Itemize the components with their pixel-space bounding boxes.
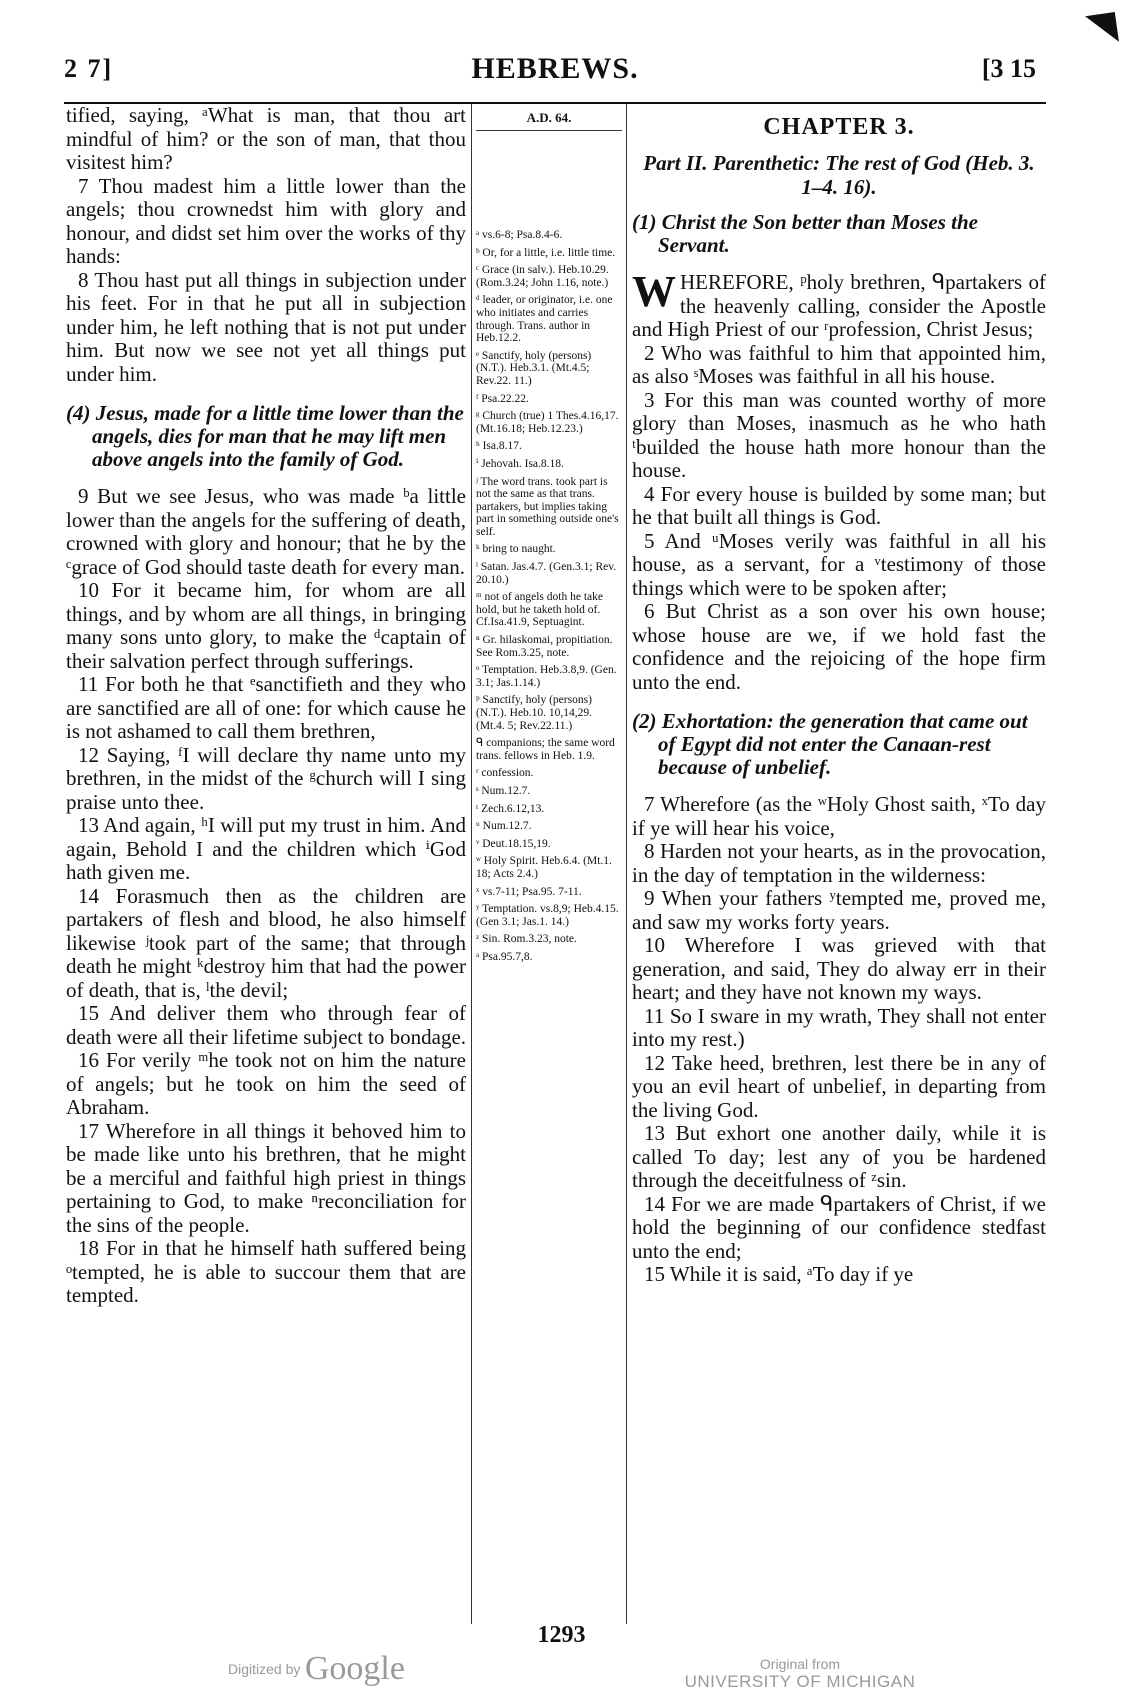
reference-note: ʸ Temptation. vs.8,9; Heb.4.15. (Gen 3.1; Jas.1. 14.) [476, 903, 619, 928]
verse-paragraph: 9 But we see Jesus, who was made ᵇa little lower than the angels for the suffering of death, crowned with glory and honour; that he by the ᶜgrace of God should taste death for every man. [66, 484, 466, 579]
reference-note: ⁿ Gr. hilaskomai, propitiation. See Rom.3.25, note. [476, 634, 613, 659]
verse-paragraph: 14 For we are made ᑫpartakers of Christ, if we hold the beginning of our confidence stedfast unto the end; [632, 1191, 1046, 1263]
verse-paragraph: 10 Wherefore I was grieved with that generation, and said, They do alway err in their heart; and they have not known my ways. [632, 933, 1046, 1004]
date-marker: A.D. 64. [476, 104, 622, 131]
verse-paragraph: 14 Forasmuch then as the children are partakers of flesh and blood, he also himself likewise ʲtook part of the same; that through death he might ᵏdestroy him that had the power of death, that is, ˡthe devil; [66, 883, 466, 1002]
original-source-watermark [680, 1656, 920, 1692]
reference-note: ˡ Satan. Jas.4.7. (Gen.3.1; Rev. 20.10.) [476, 561, 617, 586]
verse-paragraph: 13 And again, ʰI will put my trust in him. And again, Behold I and the children which ⁱGod hath given me. [66, 813, 466, 884]
reference-note: ᵗ Zech.6.12,13. [476, 802, 545, 815]
verse-paragraph: 11 For both he that ᵉsanctifieth and they who are sanctified are all of one: for which cause he is not ashamed to call them brethren, [66, 672, 466, 743]
verse-paragraph: tified, saying, ᵃWhat is man, that thou art mindful of him? or the son of man, that thou visitest him? [66, 104, 466, 174]
verse-paragraph: 4 For every house is builded by some man; but he that built all things is God. [632, 481, 1046, 529]
reference-note: ᑫ companions; the same word trans. fellows in Heb. 1.9. [476, 737, 615, 762]
verse-paragraph: 16 For verily ᵐhe took not on him the nature of angels; but he took on him the seed of Abraham. [66, 1048, 466, 1119]
verse-paragraph: 12 Saying, ᶠI will declare thy name unto my brethren, in the midst of the ᵍchurch will I sing praise unto thee. [66, 742, 466, 814]
verse-paragraph: 12 Take heed, brethren, lest there be in any of you an evil heart of unbelief, in departing from the living God. [632, 1050, 1046, 1122]
reference-note: ᵘ Num.12.7. [476, 820, 532, 833]
part-heading: Part II. Parenthetic: The rest of God (Heb. 3. 1–4. 16). [643, 151, 1035, 199]
drop-cap: W [632, 267, 676, 316]
verse-paragraph: 9 When your fathers ʸtempted me, proved me, and saw my works forty years. [632, 886, 1046, 934]
reference-note: ʲ The word trans. took part is not the same as that trans. partakers, but implies taking part in something outside one's self. [476, 475, 619, 538]
reference-note: ᶠ Psa.22.22. [476, 392, 529, 405]
header-chapter-verse-left: 2 7] [64, 54, 114, 83]
original-from-label: Original from [759, 1656, 841, 1672]
reference-note: ʳ confession. [476, 767, 534, 780]
verse-paragraph: 2 Who was faithful to him that appointed him, as also ˢMoses was faithful in all his house. [632, 340, 1046, 388]
verse-paragraph: 5 And ᵘMoses verily was faithful in all his house, as a servant, for a ᵛtestimony of those things which were to be spoken after; [632, 528, 1046, 600]
column-divider-right [626, 104, 627, 1624]
university-label: UNIVERSITY OF MICHIGAN [684, 1672, 916, 1691]
reference-note: ᵖ Sanctify, holy (persons) (N.T.). Heb.10. 10,14,29. (Mt.4. 5; Rev.22.11.) [476, 694, 593, 732]
verse-paragraph-first [632, 267, 1046, 342]
page-number: 1293 [537, 1622, 586, 1648]
reference-note: ᵐ not of angels doth he take hold, but he taketh hold of. Cf.Isa.41.9, Septuagint. [476, 591, 603, 629]
reference-note: ᶻ Sin. Rom.3.23, note. [476, 933, 577, 946]
corner-mark [1085, 12, 1119, 46]
reference-note: ᵃ Psa.95.7,8. [476, 950, 533, 963]
verse-paragraph: 18 For in that he himself hath suffered being ᵒtempted, he is able to succour them that are tempted. [66, 1236, 466, 1307]
digitized-by-label: Digitized by [228, 1661, 301, 1677]
reference-note: ᶜ Grace (in salv.). Heb.10.29. (Rom.3.24; John 1.16, note.) [476, 264, 609, 289]
left-column [66, 104, 466, 1624]
header-chapter-verse-right: [3 15 [981, 54, 1036, 83]
section-heading: (2) Exhortation: the generation that came out of Egypt did not enter the Canaan-rest because of unbelief. [632, 709, 1028, 779]
verse-text: HEREFORE, ᵖholy brethren, ᑫpartakers of the heavenly calling, consider the Apostle and High Priest of our ʳprofession, Christ Jesus; [632, 270, 1046, 341]
verse-paragraph: 6 But Christ as a son over his own house; whose house are we, if we hold fast the confidence and the rejoicing of the hope firm unto the end. [632, 599, 1046, 694]
book-title: HEBREWS. [471, 52, 639, 85]
right-column [632, 104, 1046, 1624]
reference-note: ᵃ vs.6-8; Psa.8.4-6. [476, 229, 563, 241]
section-heading: (4) Jesus, made for a little time lower than the angels, dies for man that he may lift men above angels into the family of God. [66, 401, 464, 471]
verse-paragraph: 8 Harden not your hearts, as in the provocation, in the day of temptation in the wilderness: [632, 839, 1046, 887]
verse-paragraph: 13 But exhort one another daily, while it is called To day; lest any of you be hardened through the deceitfulness of ᶻsin. [632, 1121, 1046, 1192]
digitized-by-watermark [228, 1650, 405, 1688]
verse-paragraph: 10 For it became him, for whom are all things, and by whom are all things, in bringing many sons unto glory, to make the ᵈcaptain of their salvation perfect through sufferings. [66, 578, 466, 673]
verse-paragraph: 7 Wherefore (as the ʷHoly Ghost saith, ˣTo day if ye will hear his voice, [632, 792, 1046, 840]
google-logo: Google [304, 1650, 405, 1687]
verse-paragraph: 8 Thou hast put all things in subjection under his feet. For in that he put all in subjection under him, he left nothing that is not put under him. But now we see not yet all things put under him. [66, 267, 466, 386]
verse-paragraph: 15 And deliver them who through fear of death were all their lifetime subject to bondage. [66, 1001, 466, 1049]
reference-note: ˣ vs.7-11; Psa.95. 7-11. [476, 885, 582, 898]
verse-paragraph: 17 Wherefore in all things it behoved him to be made like unto his brethren, that he might be a merciful and faithful high priest in things pertaining to God, to make ⁿreconciliation for the sins of the people. [66, 1118, 466, 1237]
reference-note: ⁱ Jehovah. Isa.8.18. [476, 457, 564, 470]
reference-note: ʷ Holy Spirit. Heb.6.4. (Mt.1. 18; Acts 2.4.) [476, 855, 612, 880]
chapter-heading: CHAPTER 3. [763, 114, 915, 140]
reference-column [476, 104, 622, 1624]
section-heading: (1) Christ the Son better than Moses the Servant. [632, 210, 978, 257]
reference-note: ˢ Num.12.7. [476, 784, 531, 797]
column-divider-left [471, 104, 472, 1624]
reference-note: ᵉ Sanctify, holy (persons) (N.T.). Heb.3.1. (Mt.4.5; Rev.22. 11.) [476, 349, 592, 387]
page-header [64, 44, 1046, 94]
reference-note: ᵛ Deut.18.15,19. [476, 837, 551, 850]
reference-note: ᵏ bring to naught. [476, 543, 556, 556]
verse-paragraph: 3 For this man was counted worthy of more glory than Moses, inasmuch as he who hath ᵗbuilded the house hath more honour than the house. [632, 387, 1046, 482]
reference-note: ᵇ Or, for a little, i.e. little time. [476, 246, 616, 259]
verse-paragraph: 7 Thou madest him a little lower than the angels; thou crownedst him with glory and honour, and didst set him over the works of thy hands: [66, 173, 466, 268]
reference-note: ᵒ Temptation. Heb.3.8,9. (Gen. 3.1; Jas.1.14.) [476, 664, 617, 689]
reference-note: ᵈ leader, or originator, i.e. one who initiates and carries through. Trans. author in Heb.12.2. [476, 294, 613, 345]
reference-note: ᵍ Church (true) 1 Thes.4.16,17. (Mt.16.18; Heb.12.23.) [476, 410, 619, 435]
reference-note: ʰ Isa.8.17. [476, 440, 522, 453]
verse-paragraph: 15 While it is said, ᵃTo day if ye [644, 1262, 914, 1286]
verse-paragraph: 11 So I sware in my wrath, They shall not enter into my rest.) [632, 1003, 1046, 1051]
